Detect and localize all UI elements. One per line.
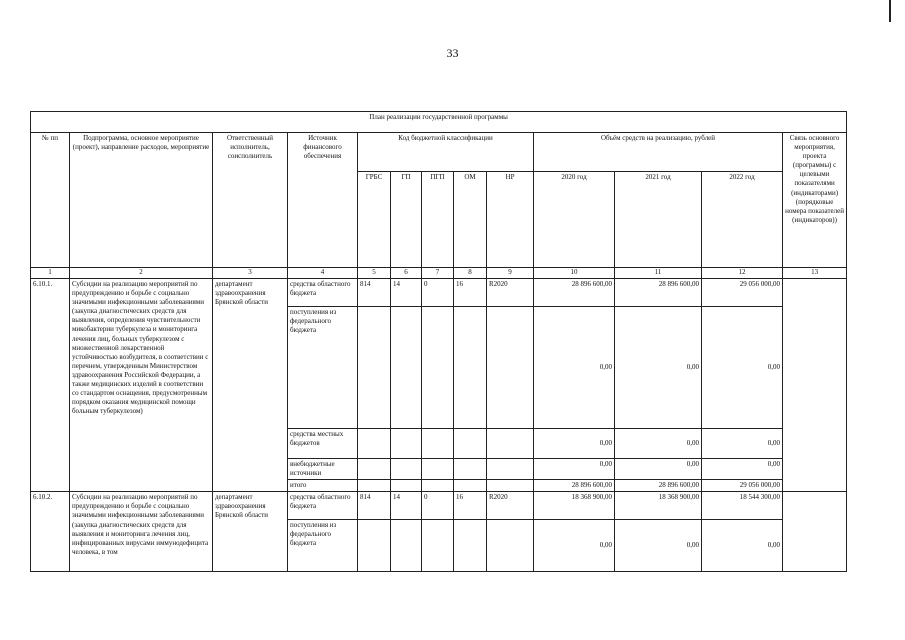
total-2021: 28 896 600,00	[615, 480, 702, 492]
row-number: 6.10.2.	[31, 492, 70, 572]
amount-2020: 18 368 900,00	[534, 492, 615, 520]
header-nr: НР	[487, 172, 534, 268]
code-om: 16	[454, 279, 487, 307]
table-title: План реализации государственной программы	[31, 112, 847, 133]
header-2020: 2020 год	[534, 172, 615, 268]
source-name: поступления из федерального бюджета	[288, 520, 358, 572]
amount-2022: 29 056 000,00	[702, 279, 783, 307]
source-name: средства областного бюджета	[288, 492, 358, 520]
column-number: 5	[358, 268, 391, 279]
column-number: 11	[615, 268, 702, 279]
header-no: № пп	[31, 133, 70, 268]
header-om: ОМ	[454, 172, 487, 268]
header-row-1	[31, 133, 847, 172]
total-2020: 28 896 600,00	[534, 480, 615, 492]
amount-2020: 0,00	[534, 429, 615, 459]
code-grbs: 814	[358, 492, 391, 520]
header-subprogram: Подпрограмма, основное мероприятие (проект), направление расходов, мероприятие	[70, 133, 213, 268]
column-number: 10	[534, 268, 615, 279]
header-volume: Объём средств на реализацию, рублей	[534, 133, 783, 172]
row-link	[783, 279, 847, 492]
source-name: поступления из федерального бюджета	[288, 307, 358, 429]
header-budget-class: Код бюджетной классификации	[358, 133, 534, 172]
amount-2022: 0,00	[702, 429, 783, 459]
row-number: 6.10.1.	[31, 279, 70, 492]
row-link	[783, 492, 847, 572]
code-nr: R2020	[487, 279, 534, 307]
amount-2021: 0,00	[615, 307, 702, 429]
amount-2021: 28 896 600,00	[615, 279, 702, 307]
table-row	[31, 492, 847, 520]
code-pgp: 0	[422, 492, 454, 520]
source-name: итого	[288, 480, 358, 492]
column-number: 13	[783, 268, 847, 279]
amount-2020: 0,00	[534, 520, 615, 572]
page-number: 33	[446, 46, 459, 60]
column-number: 12	[702, 268, 783, 279]
column-number: 2	[70, 268, 213, 279]
code-pgp: 0	[422, 279, 454, 307]
header-pgp: ПГП	[422, 172, 454, 268]
amount-2022: 0,00	[702, 307, 783, 429]
scan-edge-mark	[889, 0, 891, 22]
column-number: 3	[213, 268, 288, 279]
code-nr: R2020	[487, 492, 534, 520]
amount-2021: 0,00	[615, 429, 702, 459]
column-number-row	[31, 268, 847, 279]
header-executor: Ответственный исполнитель, соисполнитель	[213, 133, 288, 268]
amount-2020: 28 896 600,00	[534, 279, 615, 307]
amount-2022: 0,00	[702, 520, 783, 572]
header-link: Связь основного мероприятия, проекта (программы) с целевыми показателями (индикаторами) (порядковые номера показателей (индикаторов))	[783, 133, 847, 268]
row-description: Субсидии на реализацию мероприятий по предупреждению и борьбе с социально значимыми инфекционными заболеваниями (закупка диагностических средств для выявления, определения чувствительности микобактерии туберкулеза и мониторинга лечения лиц, больных туберкулезом с множественной лекарственной устойчивостью возбудителя, в соответствии с перечнем, утвержденным Министерством здравоохранения Российской Федерации, а также медицинских изделий в соответствии со стандартом оснащения, предусмотренным порядком оказания медицинской помощи больным туберкулезом)	[70, 279, 213, 492]
amount-2020: 0,00	[534, 459, 615, 480]
code-grbs: 814	[358, 279, 391, 307]
column-number: 6	[391, 268, 422, 279]
amount-2021: 18 368 900,00	[615, 492, 702, 520]
header-source: Источник финансового обеспечения	[288, 133, 358, 268]
amount-2022: 18 544 300,00	[702, 492, 783, 520]
title-row	[31, 112, 847, 133]
row-executor: департамент здравоохранения Брянской области	[213, 279, 288, 492]
column-number: 9	[487, 268, 534, 279]
amount-2021: 0,00	[615, 459, 702, 480]
header-2021: 2021 год	[615, 172, 702, 268]
source-name: средства областного бюджета	[288, 279, 358, 307]
amount-2021: 0,00	[615, 520, 702, 572]
header-gp: ГП	[391, 172, 422, 268]
row-executor: департамент здравоохранения Брянской области	[213, 492, 288, 572]
code-om: 16	[454, 492, 487, 520]
code-gp: 14	[391, 492, 422, 520]
row-description: Субсидии на реализацию мероприятий по предупреждению и борьбе с социально значимыми инфекционными заболеваниями (закупка диагностических средств для выявления и мониторинга лечения лиц, инфицированных вирусами иммунодефицита человека, в том	[70, 492, 213, 572]
column-number: 1	[31, 268, 70, 279]
amount-2020: 0,00	[534, 307, 615, 429]
amount-2022: 0,00	[702, 459, 783, 480]
total-2022: 29 056 000,00	[702, 480, 783, 492]
table-row	[31, 279, 847, 307]
column-number: 8	[454, 268, 487, 279]
code-gp: 14	[391, 279, 422, 307]
program-plan-table	[30, 111, 847, 572]
header-2022: 2022 год	[702, 172, 783, 268]
column-number: 4	[288, 268, 358, 279]
header-grbs: ГРБС	[358, 172, 391, 268]
column-number: 7	[422, 268, 454, 279]
source-name: внебюджетные источники	[288, 459, 358, 480]
source-name: средства местных бюджетов	[288, 429, 358, 459]
